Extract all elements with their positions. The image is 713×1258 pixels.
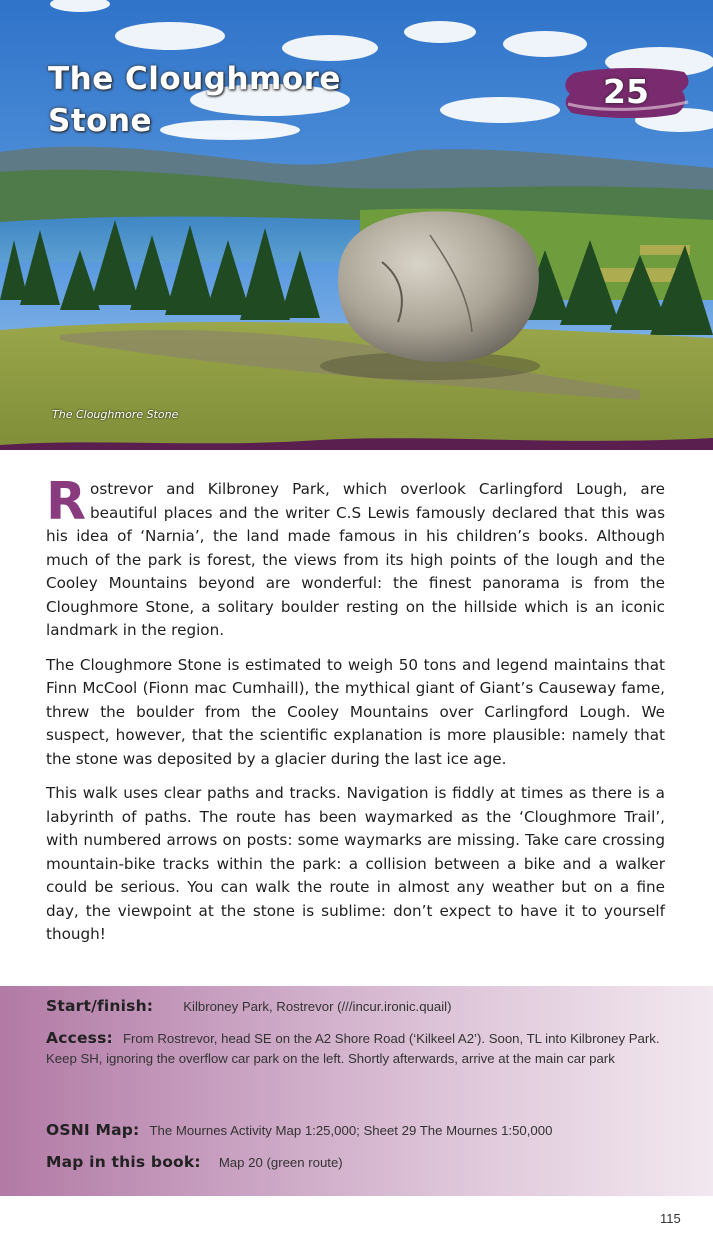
start-finish-value: Kilbroney Park, Rostrevor (///incur.ironic.quail) (183, 999, 452, 1014)
walk-title (48, 58, 341, 142)
walk-info-panel (0, 986, 713, 1196)
book-map-row (46, 1152, 686, 1173)
paragraph-intro-text: ostrevor and Kilbroney Park, which overlook Carlingford Lough, are beautiful places and the writer C.S Lewis famously declared that this was his idea of ‘Narnia’, the land made famous in his children’s books. Although much of the park is forest, the views from its high points of the lough and the Cooley Mountains beyond are wonderful: the finest panorama is from the Cloughmore Stone, a solitary boulder resting on the hillside which is an iconic landmark in the region. (46, 480, 665, 639)
access-label: Access: (46, 1029, 113, 1047)
route-number-badge (560, 64, 692, 124)
paragraph-intro (46, 472, 665, 643)
access-value: From Rostrevor, head SE on the A2 Shore Road (‘Kilkeel A2’). Soon, TL into Kilbroney Park. Keep SH, ignoring the overflow car park on the left. Shortly afterwards, arrive at the main car park (46, 1031, 660, 1066)
title-line-2: Stone (48, 103, 153, 139)
start-finish-row (46, 996, 686, 1017)
photo-caption: The Cloughmore Stone (52, 408, 179, 421)
book-map-value: Map 20 (green route) (218, 1155, 343, 1170)
drop-cap: R (46, 472, 87, 532)
page-number: 115 (660, 1211, 681, 1226)
route-number: 25 (603, 72, 649, 111)
walk-description (46, 472, 665, 958)
osni-map-row (46, 1120, 686, 1141)
start-finish-label: Start/finish: (46, 997, 154, 1015)
access-row (46, 1028, 686, 1069)
osni-map-value: The Mournes Activity Map 1:25,000; Sheet 29 The Mournes 1:50,000 (149, 1123, 553, 1138)
book-map-label: Map in this book: (46, 1153, 201, 1171)
title-line-1: The Cloughmore (48, 61, 341, 97)
paragraph-legend: The Cloughmore Stone is estimated to weigh 50 tons and legend maintains that Finn McCool (Fionn mac Cumhaill), the mythical giant of Giant’s Causeway fame, threw the boulder from the Cooley Mountains over Carlingford Lough. We suspect, however, that the scientific explanation is more plausible: namely that the stone was deposited by a glacier during the last ice age. (46, 655, 665, 768)
osni-map-label: OSNI Map: (46, 1121, 140, 1139)
paragraph-route-notes: This walk uses clear paths and tracks. Navigation is fiddly at times as there is a labyrinth of paths. The route has been waymarked as the ‘Cloughmore Trail’, with numbered arrows on posts: some waymarks are missing. Take care crossing mountain-bike tracks within the park: a collision between a bike and a walker could be serious. You can walk the route in almost any weather but on a fine day, the viewpoint at the stone is sublime: don’t expect to have it to yourself though! (46, 784, 665, 943)
